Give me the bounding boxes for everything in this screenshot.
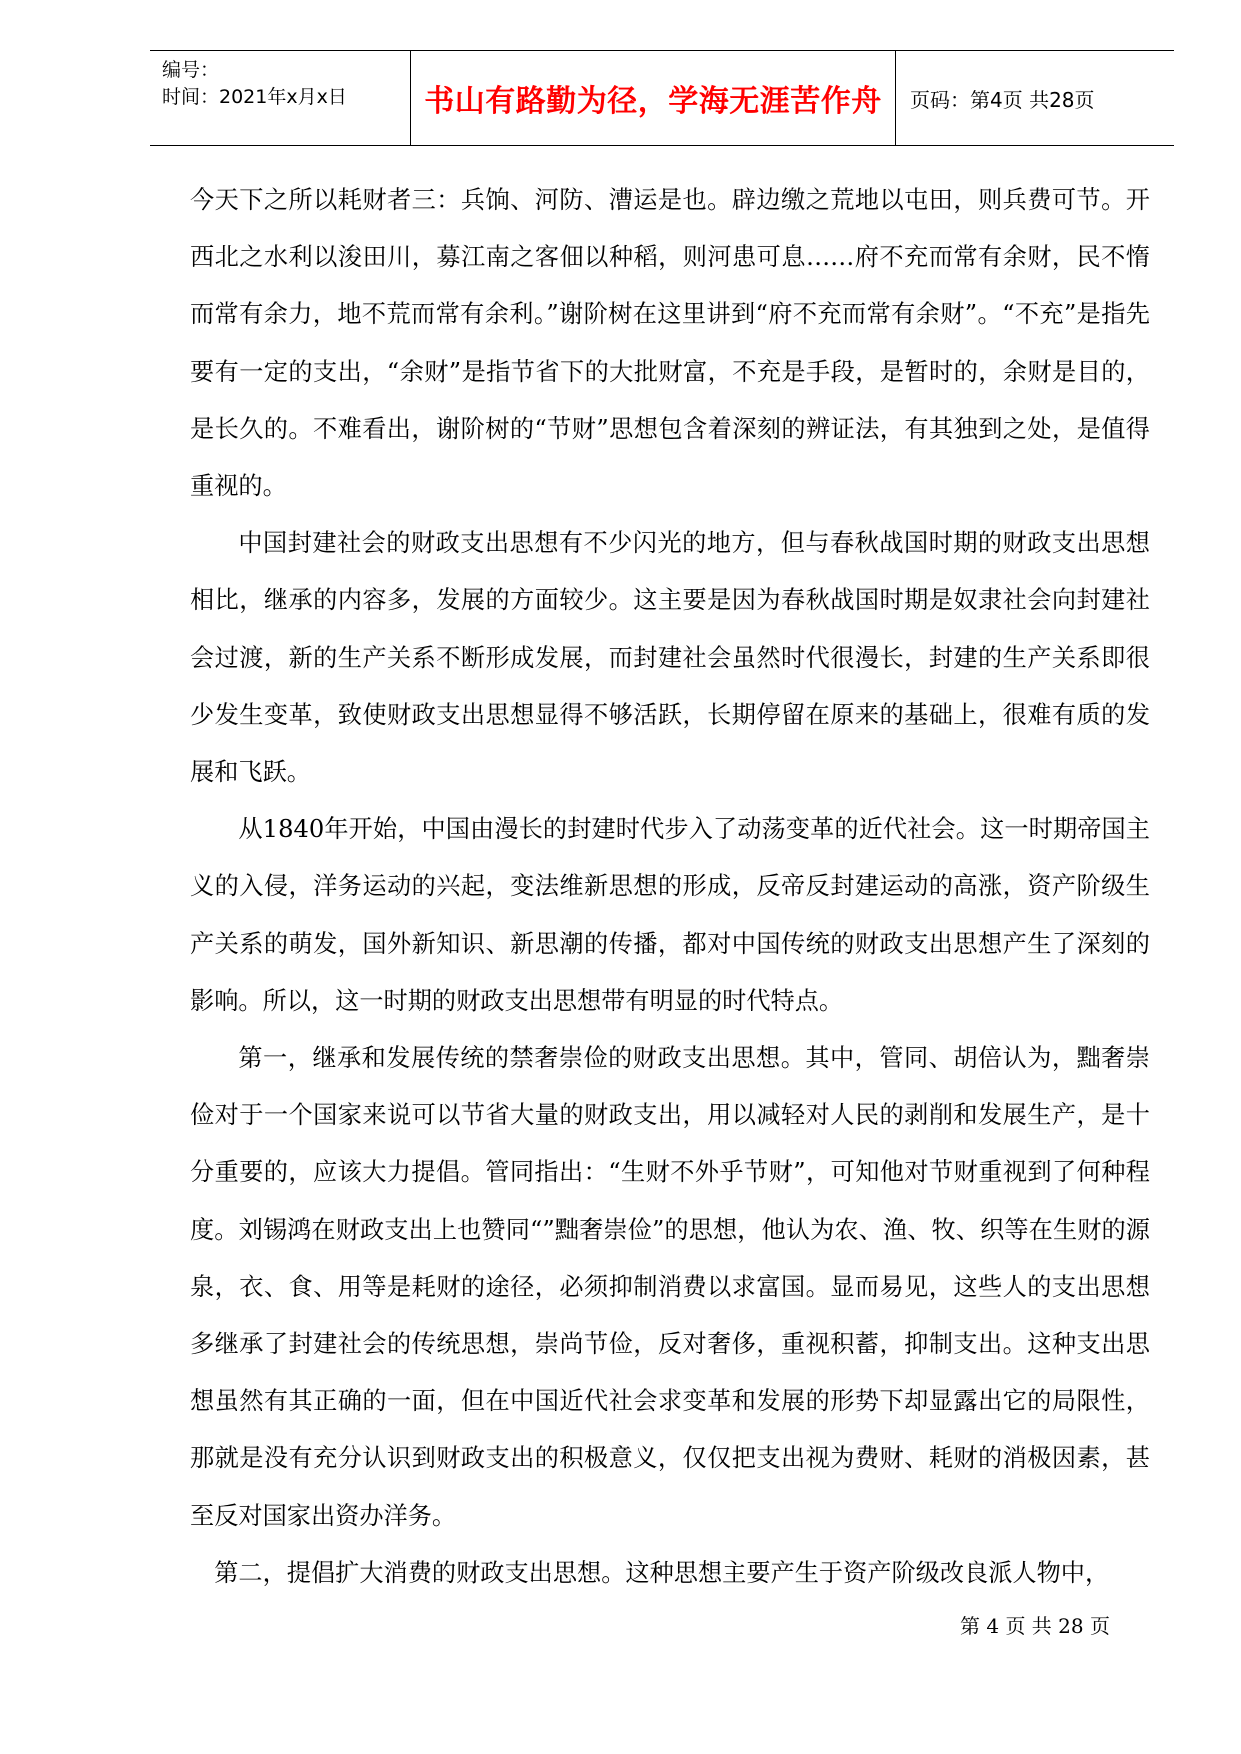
header-divider: [895, 51, 896, 145]
paragraph: 从1840年开始，中国由漫长的封建时代步入了动荡变革的近代社会。这一时期帝国主义的入侵，洋务运动的兴起，变法维新思想的形成，反帝反封建运动的高涨，资产阶级生产关系的萌发，国外新知识、新思潮的传播，都对中国传统的财政支出思想产生了深刻的影响。所以，这一时期的财政支出思想带有明显的时代特点。: [190, 815, 1150, 1015]
header-motto: 书山有路勤为径，学海无涯苦作舟: [424, 84, 882, 119]
page-header: [150, 50, 1174, 146]
paragraph: 今天下之所以耗财者三：兵饷、河防、漕运是也。辟边缴之荒地以屯田，则兵费可节。开西北之水利以浚田川，募江南之客佃以种稻，则河患可息……府不充而常有余财，民不惰而常有余力，地不荒而常有余利。”谢阶树在这里讲到“府不充而常有余财”。“不充”是指先要有一定的支出，“余财”是指节省下的大批财富，不充是手段，是暂时的，余财是目的，是长久的。不难看出，谢阶树的“节财”思想包含着深刻的辨证法，有其独到之处，是值得重视的。: [190, 186, 1150, 501]
paragraph: 中国封建社会的财政支出思想有不少闪光的地方，但与春秋战国时期的财政支出思想相比，继承的内容多，发展的方面较少。这主要是因为春秋战国时期是奴隶社会向封建社会过渡，新的生产关系不断形成发展，而封建社会虽然时代很漫长，封建的生产关系即很少发生变革，致使财政支出思想显得不够活跃，长期停留在原来的基础上，很难有质的发展和飞跃。: [190, 529, 1150, 787]
paragraph: 第一，继承和发展传统的禁奢崇俭的财政支出思想。其中，管同、胡倍认为，黜奢崇俭对于一个国家来说可以节省大量的财政支出，用以减轻对人民的剥削和发展生产，是十分重要的，应该大力提倡。管同指出：“生财不外乎节财”，可知他对节财重视到了何种程度。刘锡鸿在财政支出上也赞同“”黜奢崇俭”的思想，他认为农、渔、牧、织等在生财的源泉，衣、食、用等是耗财的途径，必须抑制消费以求富国。显而易见，这些人的支出思想多继承了封建社会的传统思想，崇尚节俭，反对奢侈，重视积蓄，抑制支出。这种支出思想虽然有其正确的一面，但在中国近代社会求变革和发展的形势下却显露出它的局限性，那就是没有充分认识到财政支出的积极意义，仅仅把支出视为费财、耗财的消极因素，甚至反对国家出资办洋务。: [190, 1044, 1150, 1530]
header-page-number: 页码：第4页 共28页: [910, 87, 1095, 112]
document-time-label: 时间：2021年x月x日: [162, 86, 347, 108]
paragraph: 第二，提倡扩大消费的财政支出思想。这种思想主要产生于资产阶级改良派人物中，: [214, 1558, 1110, 1587]
document-body: [190, 172, 1150, 1602]
header-meta: [162, 57, 412, 111]
page-footer: 第 4 页 共 28 页: [960, 1614, 1110, 1638]
document-number-label: 编号：: [162, 59, 220, 81]
